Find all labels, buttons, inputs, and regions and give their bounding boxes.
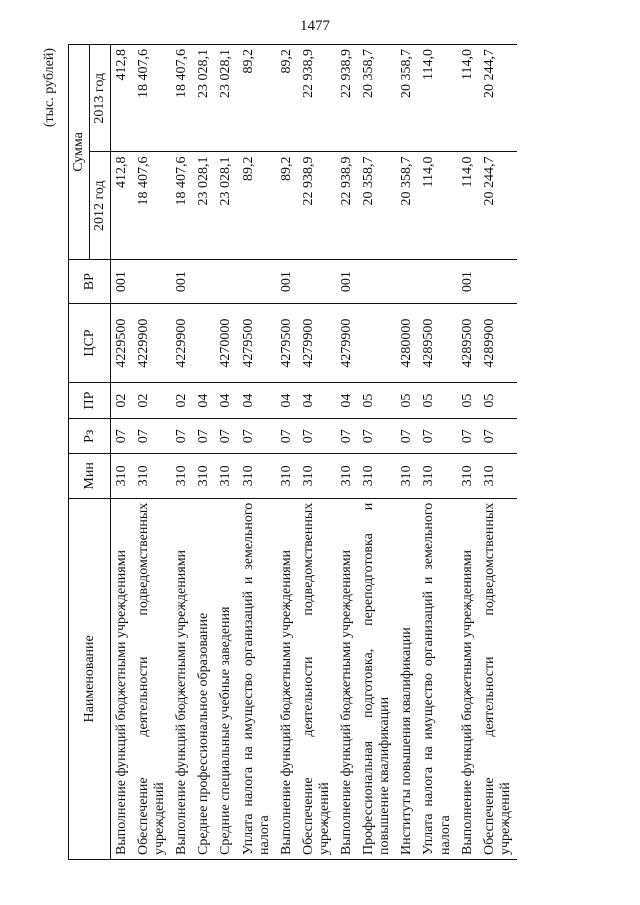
header-min: Мин bbox=[69, 454, 111, 499]
row-min: 310 bbox=[238, 454, 276, 499]
row-pr: 05 bbox=[358, 382, 396, 419]
row-rz: 07 bbox=[193, 419, 215, 454]
row-name: Уплата налога на имущество организаций и земельного налога bbox=[418, 498, 456, 859]
row-pr: 04 bbox=[298, 382, 336, 419]
row-sum-2013: 18 407,6 bbox=[133, 45, 171, 152]
row-sum-2013: 89,2 bbox=[238, 45, 276, 152]
row-sum-2013: 114,0 bbox=[457, 45, 479, 152]
page-number: 1477 bbox=[300, 18, 330, 34]
row-sum-2012: 20 244,7 bbox=[479, 152, 517, 259]
row-rz: 07 bbox=[358, 419, 396, 454]
row-name: Профессиональная подготовка, переподготовка и повышение квалификации bbox=[358, 498, 396, 859]
header-vr: ВР bbox=[69, 259, 111, 304]
row-pr: 04 bbox=[276, 382, 298, 419]
row-min: 310 bbox=[133, 454, 171, 499]
row-pr: 05 bbox=[396, 382, 418, 419]
row-vr: 001 bbox=[457, 259, 479, 304]
row-sum-2013: 412,8 bbox=[111, 45, 134, 152]
header-2013: 2013 год bbox=[90, 45, 111, 152]
row-csr: 4280000 bbox=[396, 304, 418, 382]
row-csr bbox=[358, 304, 396, 382]
row-sum-2012: 22 938,9 bbox=[336, 152, 358, 259]
row-csr: 4270000 bbox=[215, 304, 237, 382]
table-row bbox=[276, 45, 298, 860]
row-min: 310 bbox=[111, 454, 134, 499]
table-row bbox=[358, 45, 396, 860]
row-vr bbox=[238, 259, 276, 304]
row-pr: 04 bbox=[238, 382, 276, 419]
row-name: Выполнение функций бюджетными учреждениями bbox=[111, 498, 134, 859]
row-rz: 07 bbox=[276, 419, 298, 454]
row-sum-2013: 89,2 bbox=[276, 45, 298, 152]
row-rz: 07 bbox=[418, 419, 456, 454]
row-sum-2012: 114,0 bbox=[457, 152, 479, 259]
units-label: (тыс. рублей) bbox=[42, 48, 57, 128]
row-sum-2012: 89,2 bbox=[276, 152, 298, 259]
row-vr bbox=[396, 259, 418, 304]
row-name: Институты повышения квалификации bbox=[396, 498, 418, 859]
row-rz: 07 bbox=[298, 419, 336, 454]
row-rz: 07 bbox=[133, 419, 171, 454]
header-pr: ПР bbox=[69, 382, 111, 419]
row-sum-2013: 22 938,9 bbox=[336, 45, 358, 152]
table-row bbox=[238, 45, 276, 860]
row-vr bbox=[358, 259, 396, 304]
row-name: Выполнение функций бюджетными учреждениями bbox=[171, 498, 193, 859]
row-csr: 4229900 bbox=[171, 304, 193, 382]
row-name: Среднее профессиональное образование bbox=[193, 498, 215, 859]
row-sum-2013: 20 358,7 bbox=[358, 45, 396, 152]
row-pr: 05 bbox=[479, 382, 517, 419]
row-sum-2012: 89,2 bbox=[238, 152, 276, 259]
row-name: Обеспечение деятельности подведомственных учреждений bbox=[298, 498, 336, 859]
row-csr: 4289500 bbox=[457, 304, 479, 382]
table-row bbox=[298, 45, 336, 860]
row-min: 310 bbox=[298, 454, 336, 499]
table-row bbox=[396, 45, 418, 860]
row-pr: 04 bbox=[336, 382, 358, 419]
header-name: Наименование bbox=[69, 498, 111, 859]
table-row bbox=[457, 45, 479, 860]
row-csr: 4229500 bbox=[111, 304, 134, 382]
row-name: Средние специальные учебные заведения bbox=[215, 498, 237, 859]
row-rz: 07 bbox=[479, 419, 517, 454]
row-rz: 07 bbox=[111, 419, 134, 454]
header-2012: 2012 год bbox=[90, 152, 111, 259]
row-csr: 4279900 bbox=[298, 304, 336, 382]
row-rz: 07 bbox=[396, 419, 418, 454]
row-vr: 001 bbox=[336, 259, 358, 304]
row-csr bbox=[193, 304, 215, 382]
row-sum-2012: 23 028,1 bbox=[193, 152, 215, 259]
row-min: 310 bbox=[171, 454, 193, 499]
row-csr: 4279900 bbox=[336, 304, 358, 382]
row-csr: 4229900 bbox=[133, 304, 171, 382]
row-name: Выполнение функций бюджетными учреждениями bbox=[276, 498, 298, 859]
row-vr bbox=[193, 259, 215, 304]
row-sum-2013: 18 407,6 bbox=[171, 45, 193, 152]
row-rz: 07 bbox=[457, 419, 479, 454]
row-csr: 4289900 bbox=[479, 304, 517, 382]
row-sum-2012: 412,8 bbox=[111, 152, 134, 259]
row-rz: 07 bbox=[171, 419, 193, 454]
row-vr bbox=[215, 259, 237, 304]
row-vr: 001 bbox=[276, 259, 298, 304]
row-sum-2013: 20 244,7 bbox=[479, 45, 517, 152]
row-csr: 4279500 bbox=[238, 304, 276, 382]
row-sum-2012: 20 358,7 bbox=[358, 152, 396, 259]
row-vr: 001 bbox=[171, 259, 193, 304]
header-rz: Рз bbox=[69, 419, 111, 454]
table-header bbox=[69, 45, 111, 860]
row-vr: 001 bbox=[111, 259, 134, 304]
row-name: Обеспечение деятельности подведомственных учреждений bbox=[133, 498, 171, 859]
row-pr: 02 bbox=[133, 382, 171, 419]
row-min: 310 bbox=[215, 454, 237, 499]
row-pr: 05 bbox=[457, 382, 479, 419]
table-row bbox=[193, 45, 215, 860]
table-row bbox=[336, 45, 358, 860]
row-min: 310 bbox=[358, 454, 396, 499]
row-sum-2013: 20 358,7 bbox=[396, 45, 418, 152]
table-row bbox=[111, 45, 134, 860]
row-sum-2013: 22 938,9 bbox=[298, 45, 336, 152]
table-row bbox=[215, 45, 237, 860]
table-row bbox=[171, 45, 193, 860]
row-vr bbox=[133, 259, 171, 304]
row-min: 310 bbox=[276, 454, 298, 499]
row-name: Выполнение функций бюджетными учреждениями bbox=[336, 498, 358, 859]
row-sum-2013: 23 028,1 bbox=[193, 45, 215, 152]
row-sum-2012: 20 358,7 bbox=[396, 152, 418, 259]
row-sum-2012: 18 407,6 bbox=[133, 152, 171, 259]
row-min: 310 bbox=[457, 454, 479, 499]
row-sum-2012: 22 938,9 bbox=[298, 152, 336, 259]
table-row bbox=[418, 45, 456, 860]
row-rz: 07 bbox=[215, 419, 237, 454]
row-rz: 07 bbox=[238, 419, 276, 454]
row-sum-2012: 18 407,6 bbox=[171, 152, 193, 259]
table-row bbox=[133, 45, 171, 860]
row-name: Выполнение функций бюджетными учреждениями bbox=[457, 498, 479, 859]
row-csr: 4279500 bbox=[276, 304, 298, 382]
header-sum: Сумма bbox=[69, 45, 90, 260]
row-sum-2012: 114,0 bbox=[418, 152, 456, 259]
row-pr: 04 bbox=[193, 382, 215, 419]
row-pr: 02 bbox=[111, 382, 134, 419]
row-min: 310 bbox=[193, 454, 215, 499]
row-sum-2013: 23 028,1 bbox=[215, 45, 237, 152]
row-rz: 07 bbox=[336, 419, 358, 454]
row-pr: 02 bbox=[171, 382, 193, 419]
table-row bbox=[479, 45, 517, 860]
row-vr bbox=[479, 259, 517, 304]
table-body bbox=[111, 45, 517, 860]
budget-table bbox=[68, 44, 517, 860]
row-sum-2013: 114,0 bbox=[418, 45, 456, 152]
row-min: 310 bbox=[396, 454, 418, 499]
row-csr: 4289500 bbox=[418, 304, 456, 382]
header-csr: ЦСР bbox=[69, 304, 111, 382]
row-min: 310 bbox=[479, 454, 517, 499]
row-pr: 04 bbox=[215, 382, 237, 419]
row-sum-2012: 23 028,1 bbox=[215, 152, 237, 259]
row-name: Обеспечение деятельности подведомственных учреждений bbox=[479, 498, 517, 859]
row-vr bbox=[418, 259, 456, 304]
row-name: Уплата налога на имущество организаций и земельного налога bbox=[238, 498, 276, 859]
row-min: 310 bbox=[418, 454, 456, 499]
rotated-document bbox=[40, 40, 560, 860]
row-pr: 05 bbox=[418, 382, 456, 419]
row-vr bbox=[298, 259, 336, 304]
row-min: 310 bbox=[336, 454, 358, 499]
